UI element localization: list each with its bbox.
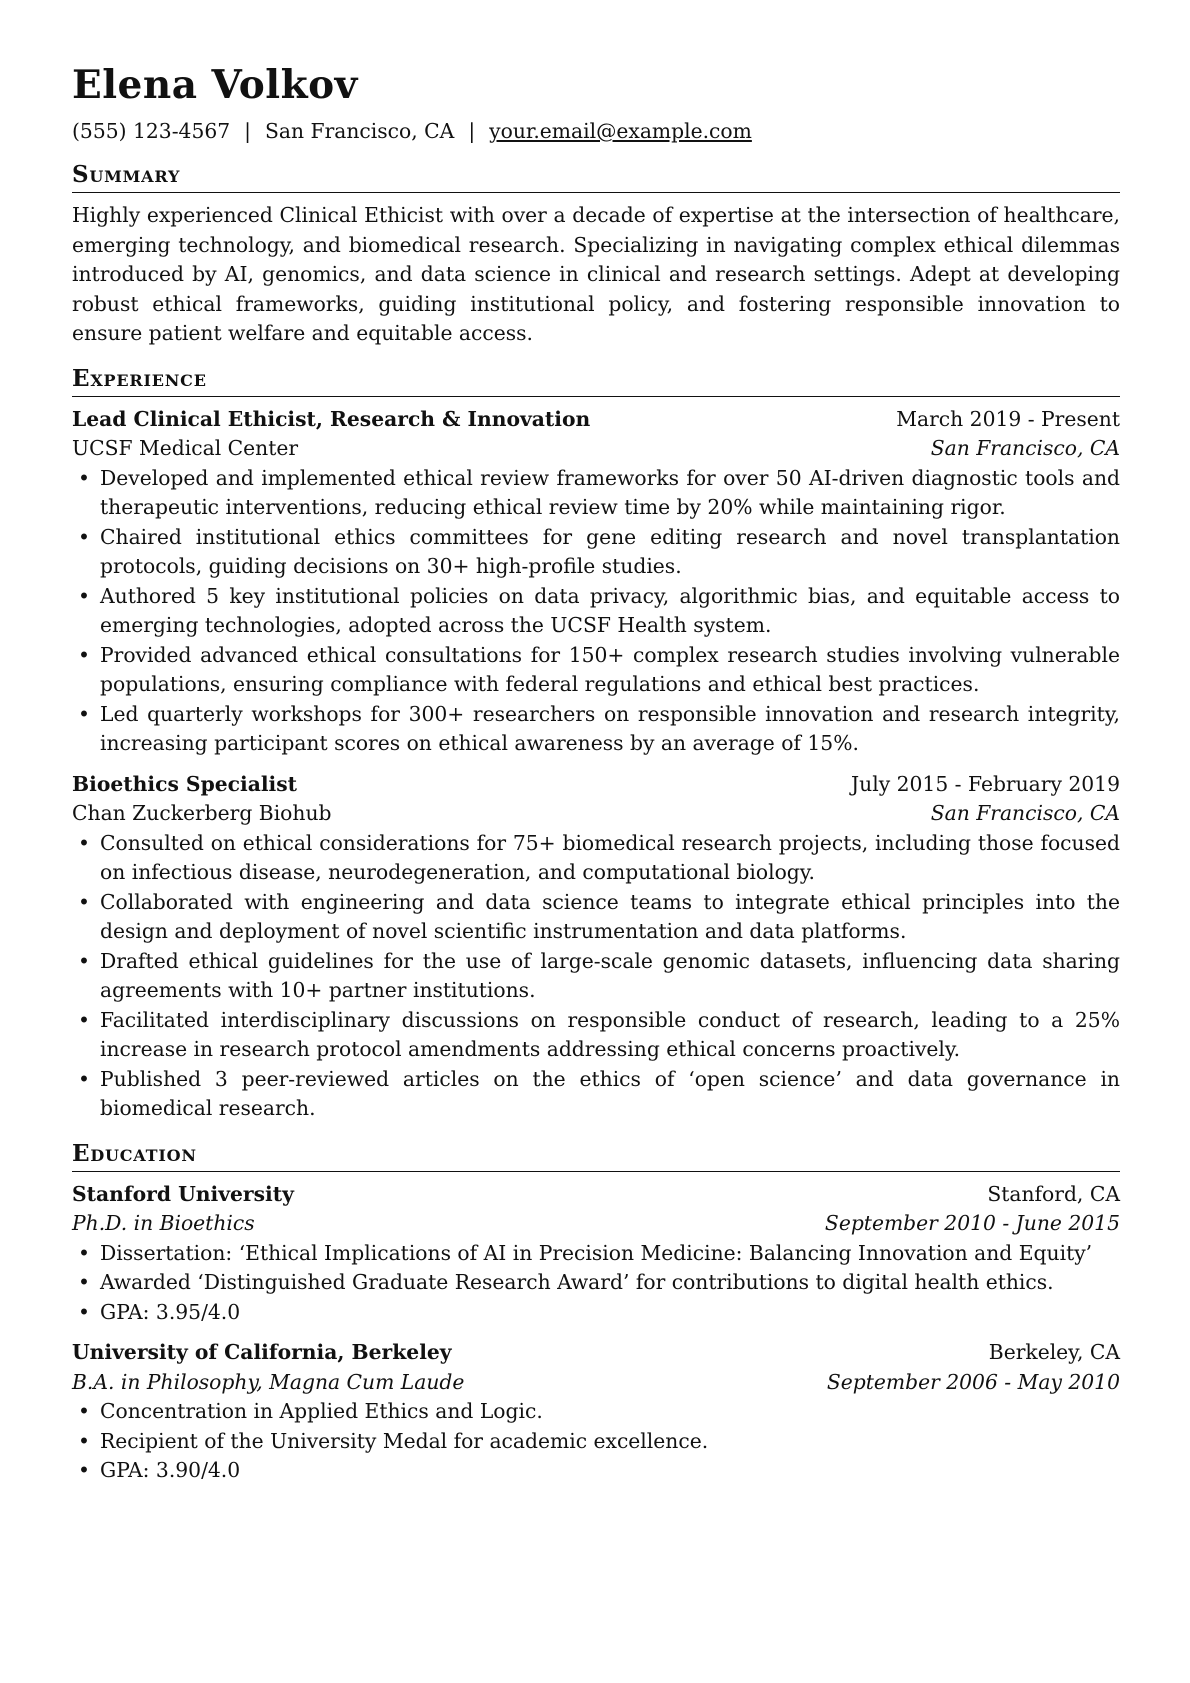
degree-name: B.A. in Philosophy, Magna Cum Laude (72, 1369, 465, 1394)
candidate-name: Elena Volkov (72, 62, 358, 108)
degree-dates: September 2010 - June 2015 (824, 1211, 1120, 1235)
education-bullet: • Dissertation: ‘Ethical Implications of AI in Precision Medicine: Balancing Innovation and Equity’ (72, 1239, 1120, 1269)
job-bullet: • Developed and implemented ethical review frameworks for over 50 AI-driven diagnostic tools and therapeutic interventions, reducing ethical review time by 20% while maintaining rigor. (72, 464, 1120, 523)
job-bullet: • Collaborated with engineering and data science teams to integrate ethical principles into the design and deployment of novel scientific instrumentation and data platforms. (72, 888, 1120, 947)
job-bullet: • Published 3 peer-reviewed articles on the ethics of ‘open science’ and data governance in biomedical research. (72, 1065, 1120, 1124)
education-entry (72, 1180, 1120, 1328)
degree-row (72, 1368, 1120, 1398)
summary-section (72, 160, 1120, 349)
job-bullet: • Consulted on ethical considerations for 75+ biomedical research projects, including those focused on infectious disease, neurodegeneration, and computational biology. (72, 829, 1120, 888)
job-title: Bioethics Specialist (72, 771, 298, 796)
resume-page (72, 0, 1120, 1486)
job-bullet: • Authored 5 key institutional policies on data privacy, algorithmic bias, and equitable access to emerging technologies, adopted across the UCSF Health system. (72, 582, 1120, 641)
phone-number: (555) 123-4567 (72, 119, 231, 143)
experience-section (72, 364, 1120, 1124)
school-row (72, 1180, 1120, 1210)
job-bullet: • Chaired institutional ethics committees for gene editing research and novel transplantation protocols, guiding decisions on 30+ high-profile studies. (72, 523, 1120, 582)
education-bullet: • GPA: 3.90/4.0 (72, 1456, 1120, 1486)
summary-text: Highly experienced Clinical Ethicist with over a decade of expertise at the intersection of healthcare, emerging technology, and biomedical research. Specializing in navigating complex ethical dilemmas introduced by AI, genomics, and data science in clinical and research settings. Adept at developing robust ethical frameworks, guiding institutional policy, and fostering responsible innovation to ensure patient welfare and equitable access. (72, 203, 1120, 345)
job-title-row (72, 770, 1120, 800)
education-bullet-list (72, 1397, 1120, 1486)
education-entry (72, 1338, 1120, 1486)
education-bullet-list (72, 1239, 1120, 1328)
contact-separator: | (468, 119, 476, 143)
job-bullet: • Provided advanced ethical consultations for 150+ complex research studies involving vulnerable populations, ensuring compliance with federal regulations and ethical best practices. (72, 641, 1120, 700)
school-name: Stanford University (72, 1181, 294, 1206)
degree-name: Ph.D. in Bioethics (72, 1211, 255, 1235)
school-row (72, 1338, 1120, 1368)
job-bullet-list (72, 464, 1120, 759)
job-org-row (72, 799, 1120, 829)
school-name: University of California, Berkeley (72, 1340, 452, 1364)
job-entry (72, 770, 1120, 1124)
job-location: San Francisco, CA (930, 436, 1120, 460)
school-location: Berkeley, CA (988, 1340, 1120, 1364)
job-bullet: • Facilitated interdisciplinary discussions on responsible conduct of research, leading to a 25% increase in research protocol amendments addressing ethical concerns proactively. (72, 1006, 1120, 1065)
section-heading-summary: Summary (72, 160, 1120, 193)
education-bullet: • GPA: 3.95/4.0 (72, 1298, 1120, 1328)
job-org-row (72, 434, 1120, 464)
education-bullet: • Concentration in Applied Ethics and Logic. (72, 1397, 1120, 1427)
job-dates: July 2015 - February 2019 (851, 771, 1120, 796)
job-bullet: • Drafted ethical guidelines for the use of large-scale genomic datasets, influencing data sharing agreements with 10+ partner institutions. (72, 947, 1120, 1006)
education-section (72, 1139, 1120, 1486)
job-dates: March 2019 - Present (896, 406, 1120, 431)
contact-line (72, 116, 1120, 146)
job-location: San Francisco, CA (930, 801, 1120, 825)
location: San Francisco, CA (265, 119, 455, 143)
education-bullet: • Awarded ‘Distinguished Graduate Research Award’ for contributions to digital health ethics. (72, 1268, 1120, 1298)
school-location: Stanford, CA (987, 1181, 1120, 1206)
job-organization: UCSF Medical Center (72, 436, 299, 460)
job-bullet-list (72, 829, 1120, 1124)
section-heading-experience: Experience (72, 364, 1120, 397)
job-entry (72, 405, 1120, 759)
job-title-row (72, 405, 1120, 435)
email-link[interactable]: your.email@example.com (489, 119, 752, 143)
job-organization: Chan Zuckerberg Biohub (72, 801, 332, 825)
job-title: Lead Clinical Ethicist, Research & Innovation (72, 406, 591, 431)
education-bullet: • Recipient of the University Medal for academic excellence. (72, 1427, 1120, 1457)
section-heading-education: Education (72, 1139, 1120, 1172)
contact-separator: | (244, 119, 252, 143)
job-bullet: • Led quarterly workshops for 300+ researchers on responsible innovation and research integrity, increasing participant scores on ethical awareness by an average of 15%. (72, 700, 1120, 759)
degree-dates: September 2006 - May 2010 (826, 1369, 1120, 1394)
degree-row (72, 1209, 1120, 1239)
